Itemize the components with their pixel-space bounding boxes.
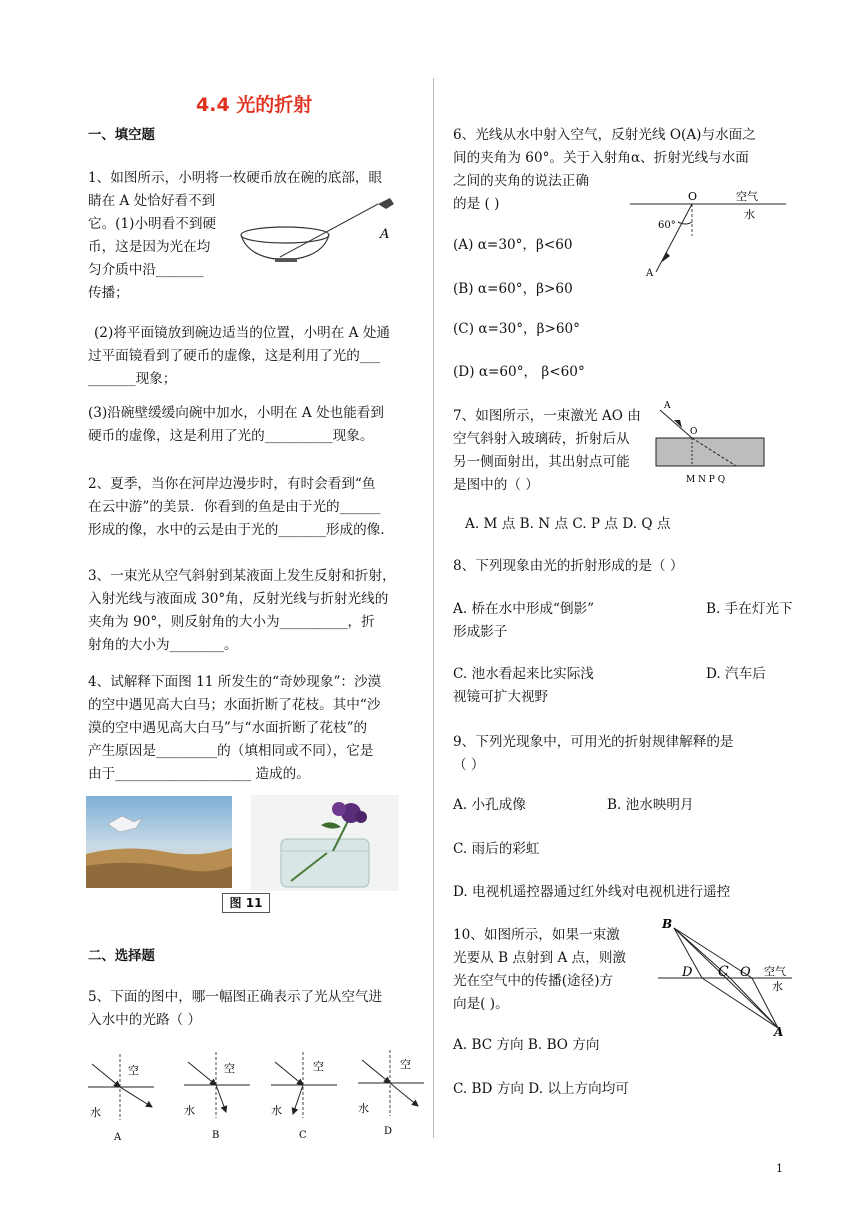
svg-text:水: 水 — [90, 1106, 101, 1119]
svg-text:水: 水 — [772, 980, 783, 993]
q6-option-d: (D) α=60°， β<60° — [453, 364, 585, 380]
svg-text:A: A — [664, 401, 671, 411]
q9-option-d: D. 电视机遥控器通过红外线对电视机进行遥控 — [453, 884, 731, 900]
section-heading-fill: 一、填空题 — [88, 128, 155, 143]
svg-text:空: 空 — [128, 1064, 139, 1077]
q7-figure — [652, 400, 778, 486]
svg-text:B: B — [212, 1130, 220, 1141]
q9-text: 9、下列光现象中，可用光的折射规律解释的是 （ ） — [453, 734, 734, 773]
q1-text: 1、如图所示，小明将一枚硬币放在碗的底部，眼 睛在 A 处恰好看不到 它。(1)小明看不到硬 币，这是因为光在均 匀介质中沿_______ 传播； — [88, 170, 383, 301]
figure-11-caption: 图 11 — [222, 893, 270, 913]
q8-option-b-cont: 形成影子 — [453, 624, 508, 640]
q9-option-a: A. 小孔成像 — [453, 797, 526, 813]
page-number: 1 — [776, 1162, 783, 1175]
q3-text: 3、一束光从空气斜射到某液面上发生反射和折射， 入射光线与液面成 30°角，反射光线与折射光线的 夹角为 90°，则反射角的大小为__________，折 射角的大小为________。 — [88, 568, 396, 653]
svg-text:空: 空 — [400, 1058, 411, 1071]
svg-text:C: C — [718, 964, 729, 980]
section-heading-choice: 二、选择题 — [88, 949, 155, 964]
q6-text: 6、光线从水中射入空气，反射光线 O(A)与水面之 间的夹角为 60°。关于入射角α、折射光线与水面 之间的夹角的说法正确 的是 ( ) — [453, 127, 756, 212]
page-title: 4.4 光的折射 — [196, 94, 313, 116]
svg-text:A: A — [774, 1025, 784, 1039]
q5-diagram-c — [271, 1052, 337, 1141]
q8-stem: 8、下列现象由光的折射形成的是（ ） — [453, 558, 684, 574]
desert-mirage-photo — [86, 796, 232, 888]
q6-option-c: (C) α=30°，β>60° — [453, 321, 580, 337]
q5-text: 5、下面的图中，哪一幅图正确表示了光从空气进 入水中的光路（ ） — [88, 989, 383, 1028]
q6-option-b: (B) α=60°，β>60 — [453, 281, 573, 297]
svg-text:D: D — [682, 965, 693, 980]
q8-option-d: D. 汽车后 — [706, 666, 766, 682]
svg-text:B: B — [662, 917, 673, 931]
q7-text: 7、如图所示，一束激光 AO 由 空气斜射入玻璃砖，折射后从 另一侧面射出，其出射点可能 是图中的（ ） — [453, 408, 641, 493]
q6-figure — [628, 188, 788, 280]
q9-option-c: C. 雨后的彩虹 — [453, 841, 540, 857]
q10-options-row1: A. BC 方向 B. BO 方向 — [453, 1037, 600, 1053]
q4-text: 4、试解释下面图 11 所发生的“奇妙现象”：沙漠 的空中遇见高大白马；水面折断了花枝。其中“沙 漠的空中遇见高大白马”与“水面折断了花枝”的 产生原因是_________的（填相同或不同），它是 由于____________________ 造成的。 — [88, 674, 382, 782]
q5-diagram-d — [358, 1050, 424, 1137]
svg-text:C: C — [299, 1130, 307, 1141]
svg-text:水: 水 — [271, 1104, 282, 1117]
svg-text:A: A — [114, 1132, 122, 1143]
bowl-coin-figure — [240, 190, 420, 270]
svg-text:A: A — [646, 268, 654, 279]
svg-text:水: 水 — [744, 208, 755, 221]
q5-diagram-a — [88, 1054, 154, 1143]
q7-options: A. M 点 B. N 点 C. P 点 D. Q 点 — [465, 516, 671, 532]
fig-label-a: A — [380, 227, 390, 242]
q8-option-d-cont: 视镜可扩大视野 — [453, 689, 549, 705]
q10-text: 10、如图所示，如果一束激 光要从 B 点射到 A 点，则激 光在空气中的传播(途径)方 向是( )。 — [453, 927, 627, 1012]
svg-text:O: O — [690, 427, 698, 437]
svg-text:水: 水 — [184, 1104, 195, 1117]
svg-text:空: 空 — [313, 1060, 324, 1073]
q10-figure — [656, 918, 796, 1038]
svg-text:水: 水 — [358, 1102, 369, 1115]
svg-text:O: O — [688, 190, 698, 203]
q8-option-b: B. 手在灯光下 — [706, 601, 793, 617]
svg-text:空: 空 — [224, 1062, 235, 1075]
svg-text:O: O — [740, 965, 751, 980]
q6-option-a: (A) α=30°，β<60 — [453, 237, 573, 253]
q1-part2: (2)将平面镜放到碗边适当的位置，小明在 A 处通 过平面镜看到了硬币的虚像，这是利用了光的___ _______现象； — [88, 325, 390, 387]
svg-text:60°: 60° — [658, 220, 676, 231]
column-divider — [433, 78, 434, 1138]
svg-text:M N P Q: M N P Q — [686, 475, 726, 485]
svg-text:空气: 空气 — [764, 965, 786, 978]
q5-diagram-b — [184, 1052, 250, 1141]
q8-option-a: A. 桥在水中形成“倒影” — [453, 601, 595, 617]
broken-flower-stem-photo — [251, 795, 399, 891]
q9-option-b: B. 池水映明月 — [607, 797, 694, 813]
svg-text:空气: 空气 — [736, 190, 758, 203]
q1-part3: (3)沿碗壁缓缓向碗中加水，小明在 A 处也能看到 硬币的虚像，这是利用了光的__________现象。 — [88, 405, 384, 444]
q5-diagrams — [84, 1052, 434, 1144]
q2-text: 2、夏季，当你在河岸边漫步时，有时会看到“鱼 在云中游”的美景．你看到的鱼是由于光的______ 形成的像，水中的云是由于光的_______形成的像. — [88, 476, 385, 538]
q10-options-row2: C. BD 方向 D. 以上方向均可 — [453, 1081, 629, 1097]
svg-text:D: D — [384, 1126, 393, 1137]
q8-option-c: C. 池水看起来比实际浅 — [453, 666, 594, 682]
